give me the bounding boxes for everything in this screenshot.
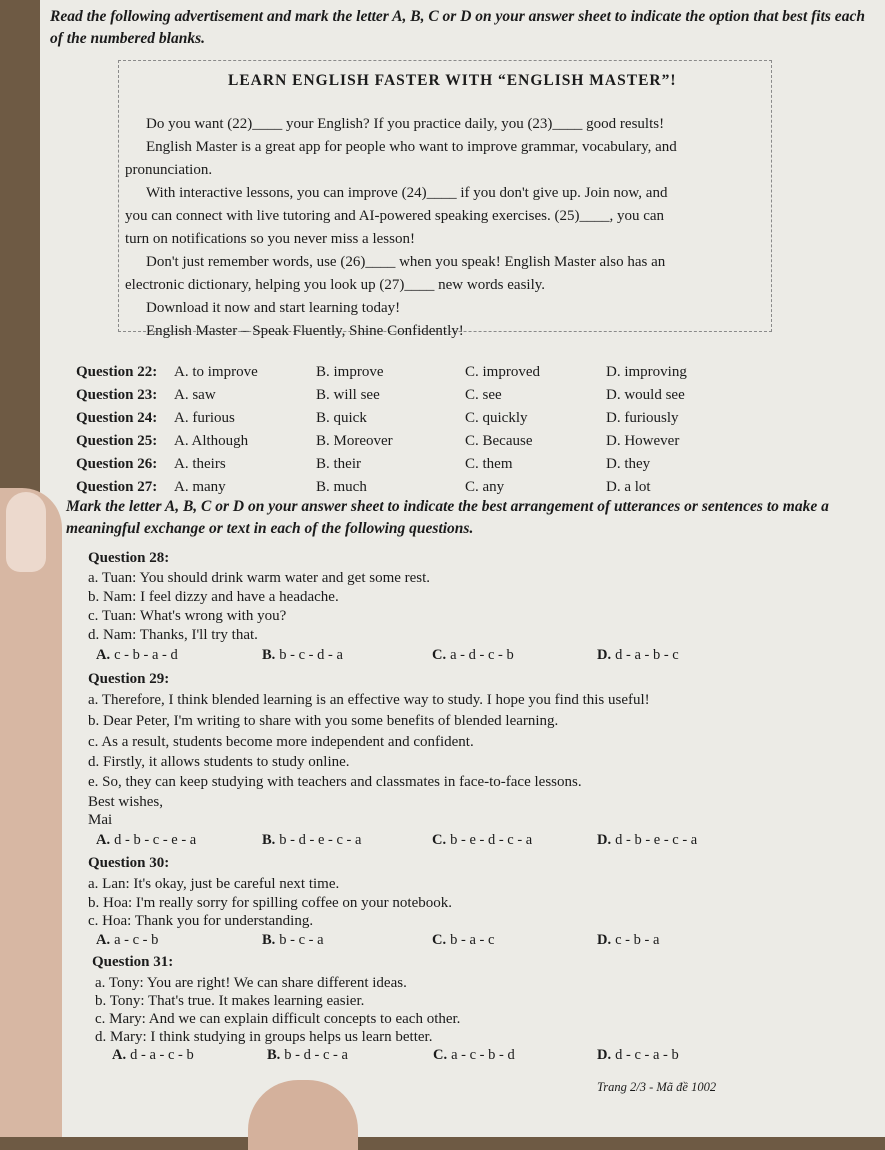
option-c[interactable]: C. improved: [465, 364, 540, 380]
q29-line: a. Therefore, I think blended learning is an effective way to study. I hope you find this useful!: [88, 692, 650, 708]
q28-line: a. Tuan: You should drink warm water and get some rest.: [88, 570, 431, 586]
option-c[interactable]: C. Because: [465, 433, 533, 449]
arrangement-instruction: Mark the letter A, B, C or D on your answer sheet to indicate the best arrangement of utterances or sentences to make a meaningful exchange or text in each of the following questions.: [66, 498, 829, 537]
q28-line: d. Nam: Thanks, I'll try that.: [88, 627, 258, 643]
question-30-title: Question 30:: [88, 855, 170, 871]
q31-line: b. Tony: That's true. It makes learning easier.: [95, 993, 365, 1009]
q30-option-d[interactable]: D. c - b - a: [597, 932, 660, 948]
left-thumb: [0, 488, 62, 1137]
q29-option-b[interactable]: B. b - d - e - c - a: [262, 832, 362, 848]
ad-line: electronic dictionary, helping you look up (27)____ new words easily.: [125, 277, 546, 293]
ad-line: English Master is a great app for people who want to improve grammar, vocabulary, and: [146, 139, 677, 155]
option-d[interactable]: D. furiously: [606, 410, 679, 426]
q29-line: c. As a result, students become more independent and confident.: [88, 734, 474, 750]
option-a[interactable]: A. Although: [174, 433, 249, 449]
question-31-title: Question 31:: [92, 954, 174, 970]
option-c[interactable]: C. them: [465, 456, 513, 472]
option-b[interactable]: B. their: [316, 456, 361, 472]
q31-option-c[interactable]: C. a - c - b - d: [433, 1047, 515, 1063]
option-b[interactable]: B. Moreover: [316, 433, 393, 449]
option-d[interactable]: D. a lot: [606, 479, 651, 495]
q30-option-a[interactable]: A. a - c - b: [96, 932, 159, 948]
q29-line: b. Dear Peter, I'm writing to share with you some benefits of blended learning.: [88, 713, 559, 729]
left-thumbnail: [6, 492, 46, 572]
option-b[interactable]: B. much: [316, 479, 367, 495]
option-b[interactable]: B. quick: [316, 410, 367, 426]
q28-option-b[interactable]: B. b - c - d - a: [262, 647, 343, 663]
q31-option-a[interactable]: A. d - a - c - b: [112, 1047, 194, 1063]
ad-line: you can connect with live tutoring and AI-powered speaking exercises. (25)____, you can: [125, 208, 665, 224]
ad-line: English Master – Speak Fluently, Shine Confidently!: [146, 323, 464, 339]
q29-line: Mai: [88, 812, 113, 828]
q28-line: b. Nam: I feel dizzy and have a headache.: [88, 589, 339, 605]
option-c[interactable]: C. any: [465, 479, 505, 495]
option-a[interactable]: A. theirs: [174, 456, 226, 472]
q30-line: b. Hoa: I'm really sorry for spilling coffee on your notebook.: [88, 895, 453, 911]
option-d[interactable]: D. However: [606, 433, 680, 449]
option-d[interactable]: D. improving: [606, 364, 687, 380]
q31-line: a. Tony: You are right! We can share different ideas.: [95, 975, 407, 991]
q28-option-d[interactable]: D. d - a - b - c: [597, 647, 679, 663]
option-a[interactable]: A. furious: [174, 410, 235, 426]
ad-title: LEARN ENGLISH FASTER WITH “ENGLISH MASTER”!: [228, 72, 677, 89]
question-29-title: Question 29:: [88, 671, 170, 687]
q28-option-c[interactable]: C. a - d - c - b: [432, 647, 514, 663]
q29-option-c[interactable]: C. b - e - d - c - a: [432, 832, 533, 848]
option-c[interactable]: C. see: [465, 387, 502, 403]
ad-line: With interactive lessons, you can improve (24)____ if you don't give up. Join now, and: [146, 185, 668, 201]
option-d[interactable]: D. they: [606, 456, 651, 472]
ad-line: turn on notifications so you never miss a lesson!: [125, 231, 415, 247]
q29-option-a[interactable]: A. d - b - c - e - a: [96, 832, 197, 848]
ad-line: pronunciation.: [125, 162, 213, 178]
q31-line: d. Mary: I think studying in groups helps us learn better.: [95, 1029, 433, 1045]
option-b[interactable]: B. will see: [316, 387, 380, 403]
question-28-title: Question 28:: [88, 550, 170, 566]
option-a[interactable]: A. to improve: [174, 364, 258, 380]
ad-line: Download it now and start learning today!: [146, 300, 401, 316]
q30-option-b[interactable]: B. b - c - a: [262, 932, 324, 948]
q30-line: a. Lan: It's okay, just be careful next time.: [88, 876, 340, 892]
q29-line: Best wishes,: [88, 794, 163, 810]
option-a[interactable]: A. saw: [174, 387, 216, 403]
option-d[interactable]: D. would see: [606, 387, 685, 403]
page-footer: Trang 2/3 - Mã đề 1002: [597, 1080, 717, 1094]
option-c[interactable]: C. quickly: [465, 410, 528, 426]
option-b[interactable]: B. improve: [316, 364, 384, 380]
q31-option-b[interactable]: B. b - d - c - a: [267, 1047, 348, 1063]
q28-option-a[interactable]: A. c - b - a - d: [96, 647, 178, 663]
q31-line: c. Mary: And we can explain difficult concepts to each other.: [95, 1011, 461, 1027]
q31-option-d[interactable]: D. d - c - a - b: [597, 1047, 679, 1063]
ad-line: Do you want (22)____ your English? If you practice daily, you (23)____ good results!: [146, 116, 665, 132]
q29-line: d. Firstly, it allows students to study online.: [88, 754, 350, 770]
q29-line: e. So, they can keep studying with teachers and classmates in face-to-face lessons.: [88, 774, 582, 790]
q30-option-c[interactable]: C. b - a - c: [432, 932, 495, 948]
ad-line: Don't just remember words, use (26)____ when you speak! English Master also has an: [146, 254, 666, 270]
q28-line: c. Tuan: What's wrong with you?: [88, 608, 287, 624]
ad-instruction: Read the following advertisement and mark the letter A, B, C or D on your answer sheet to indicate the option that best fits each of the numbered blanks.: [50, 8, 865, 47]
q29-option-d[interactable]: D. d - b - e - c - a: [597, 832, 698, 848]
q30-line: c. Hoa: Thank you for understanding.: [88, 913, 314, 929]
option-a[interactable]: A. many: [174, 479, 226, 495]
